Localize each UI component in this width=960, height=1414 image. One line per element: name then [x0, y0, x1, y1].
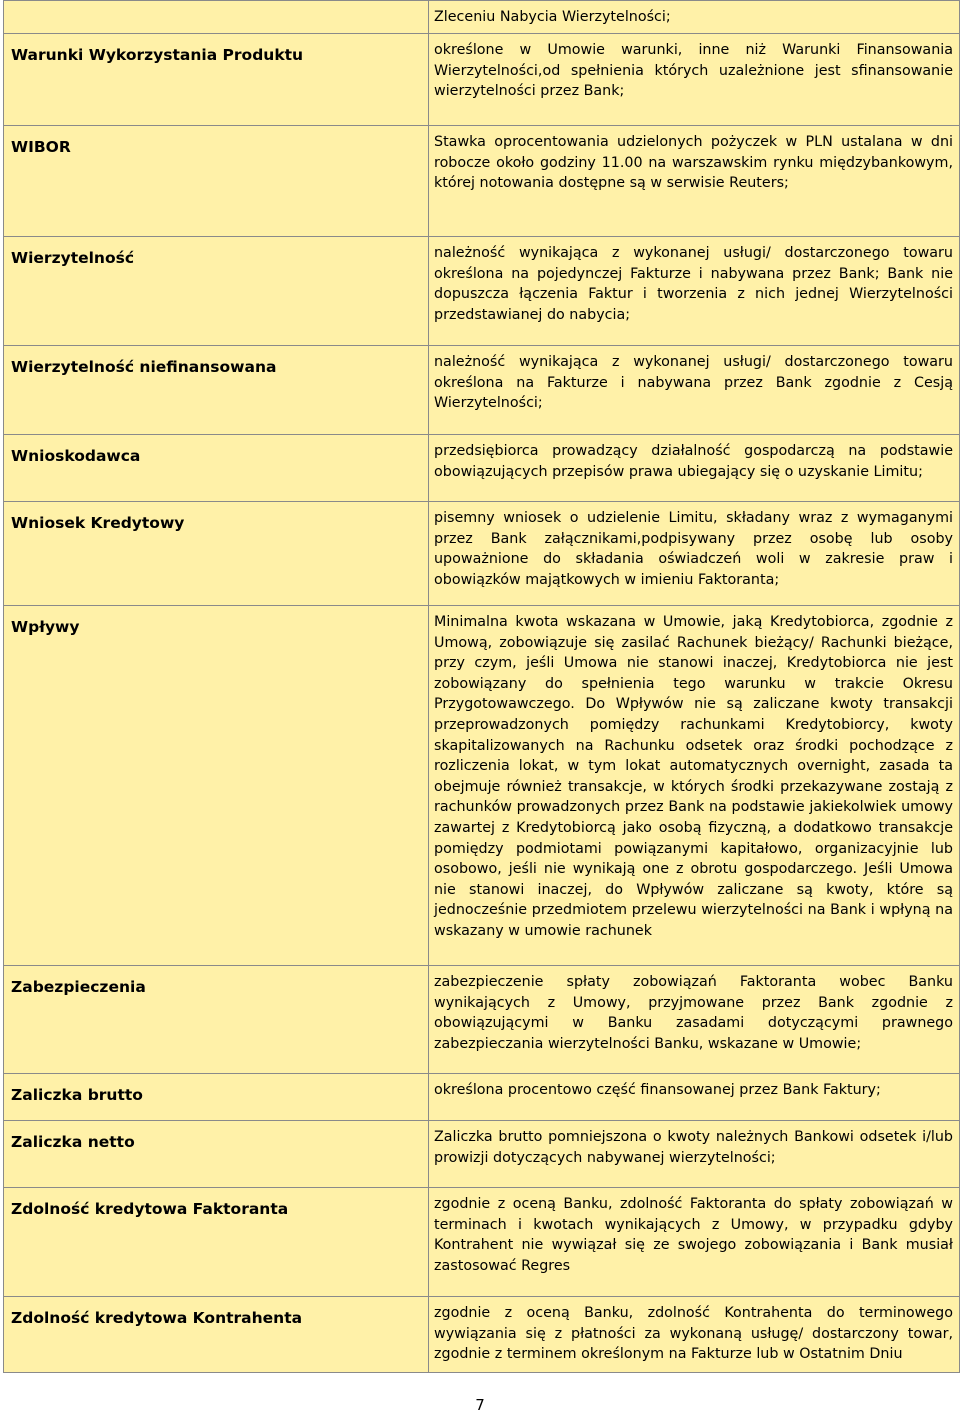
- definition-cell: należność wynikająca z wykonanej usługi/ dostarczonego towaru określona na Fakturze i nabywana przez Bank zgodnie z Cesją Wierzytelności;: [429, 346, 960, 435]
- definition-cell: zgodnie z oceną Banku, zdolność Kontrahenta do terminowego wywiązania się z płatności za wykonaną usługę/ dostarczony towar, zgodnie z terminem określonym na Fakturze lub w Ostatnim Dniu: [429, 1297, 960, 1373]
- definition-cell: zgodnie z oceną Banku, zdolność Faktoranta do spłaty zobowiązań w terminach i kwotach wynikających z Umowy, w przypadku gdyby Kontrahent nie wywiązał się ze swojego zobowiązania i Bank musiał zastosować Regres: [429, 1188, 960, 1297]
- table-row: [4, 606, 960, 966]
- definition-cell: pisemny wniosek o udzielenie Limitu, składany wraz z wymaganymi przez Bank załącznikami,podpisywany przez osobę lub osoby upoważnione do składania oświadczeń woli w zakresie praw i obowiązków majątkowych w imieniu Faktoranta;: [429, 502, 960, 606]
- definition-cell: określone w Umowie warunki, inne niż Warunki Finansowania Wierzytelności,od spełnienia których uzależnione jest sfinansowanie wierzytelności przez Bank;: [429, 34, 960, 126]
- term-cell: Zdolność kredytowa Kontrahenta: [4, 1297, 429, 1373]
- term-cell: Zabezpieczenia: [4, 966, 429, 1074]
- term-cell: Wniosek Kredytowy: [4, 502, 429, 606]
- definition-cell: Minimalna kwota wskazana w Umowie, jaką Kredytobiorca, zgodnie z Umową, zobowiązuje się zasilać Rachunek bieżący/ Rachunki bieżące, przy czym, jeśli Umowa nie stanowi inaczej, Kredytobiorca nie jest zobowiązany do spełnienia tego warunku w trakcie Okresu Przygotowawczego. Do Wpływów nie są zaliczane kwoty transakcji przeprowadzonych pomiędzy rachunkami Kredytobiorcy, kwoty skapitalizowanych na Rachunku odsetek oraz środki pochodzące z rozliczenia lokat, w tym lokat automatycznych overnight, zasada ta obejmuje również transakcje, w których środki przekazywane zostają z rachunków prowadzonych przez Bank na podstawie jakiekolwiek umowy zawartej z Kredytobiorcą jako osobą fizyczną, a dodatkowo transakcje pomiędzy podmiotami powiązanymi kapitałowo, organizacyjnie lub osobowo, jeśli nie wynikają one z obrotu gospodarczego. Jeśli Umowa nie stanowi inaczej, do Wpływów zaliczane są kwoty, które są jednocześnie przedmiotem przelewu wierzytelności na Bank i wpłyną na wskazany w umowie rachunek: [429, 606, 960, 966]
- table-row: [4, 126, 960, 237]
- term-cell: Warunki Wykorzystania Produktu: [4, 34, 429, 126]
- definition-cell: Zleceniu Nabycia Wierzytelności;: [429, 1, 960, 34]
- definition-cell: należność wynikająca z wykonanej usługi/ dostarczonego towaru określona na pojedynczej Fakturze i nabywana przez Bank; Bank nie dopuszcza łączenia Faktur i tworzenia z nich jednej Wierzytelności przedstawianej do nabycia;: [429, 237, 960, 346]
- definition-cell: Zaliczka brutto pomniejszona o kwoty należnych Bankowi odsetek i/lub prowizji dotyczących nabywanej wierzytelności;: [429, 1121, 960, 1188]
- term-cell: Zdolność kredytowa Faktoranta: [4, 1188, 429, 1297]
- table-row: [4, 1297, 960, 1373]
- table-row: [4, 34, 960, 126]
- table-row: [4, 346, 960, 435]
- definition-cell: Stawka oprocentowania udzielonych pożyczek w PLN ustalana w dni robocze około godziny 11.00 na warszawskim rynku międzybankowym, której notowania dostępne są w serwisie Reuters;: [429, 126, 960, 237]
- page-number: 7: [475, 1396, 485, 1414]
- table-row: [4, 1121, 960, 1188]
- table-row: [4, 1188, 960, 1297]
- term-cell: Zaliczka netto: [4, 1121, 429, 1188]
- term-cell: Wpływy: [4, 606, 429, 966]
- table-row: [4, 435, 960, 502]
- term-cell: Zaliczka brutto: [4, 1074, 429, 1121]
- definition-cell: zabezpieczenie spłaty zobowiązań Faktoranta wobec Banku wynikających z Umowy, przyjmowane przez Bank zgodnie z obowiązującymi w Banku zasadami dotyczącymi prawnego zabezpieczania wierzytelności Banku, wskazane w Umowie;: [429, 966, 960, 1074]
- glossary-table: [3, 0, 960, 1373]
- term-cell: Wnioskodawca: [4, 435, 429, 502]
- table-row: [4, 1, 960, 34]
- table-row: [4, 237, 960, 346]
- definition-cell: określona procentowo część finansowanej przez Bank Faktury;: [429, 1074, 960, 1121]
- definition-cell: przedsiębiorca prowadzący działalność gospodarczą na podstawie obowiązujących przepisów prawa ubiegający się o uzyskanie Limitu;: [429, 435, 960, 502]
- term-cell: Wierzytelność niefinansowana: [4, 346, 429, 435]
- table-row: [4, 966, 960, 1074]
- table-row: [4, 502, 960, 606]
- term-cell: WIBOR: [4, 126, 429, 237]
- table-row: [4, 1074, 960, 1121]
- term-cell: [4, 1, 429, 34]
- term-cell: Wierzytelność: [4, 237, 429, 346]
